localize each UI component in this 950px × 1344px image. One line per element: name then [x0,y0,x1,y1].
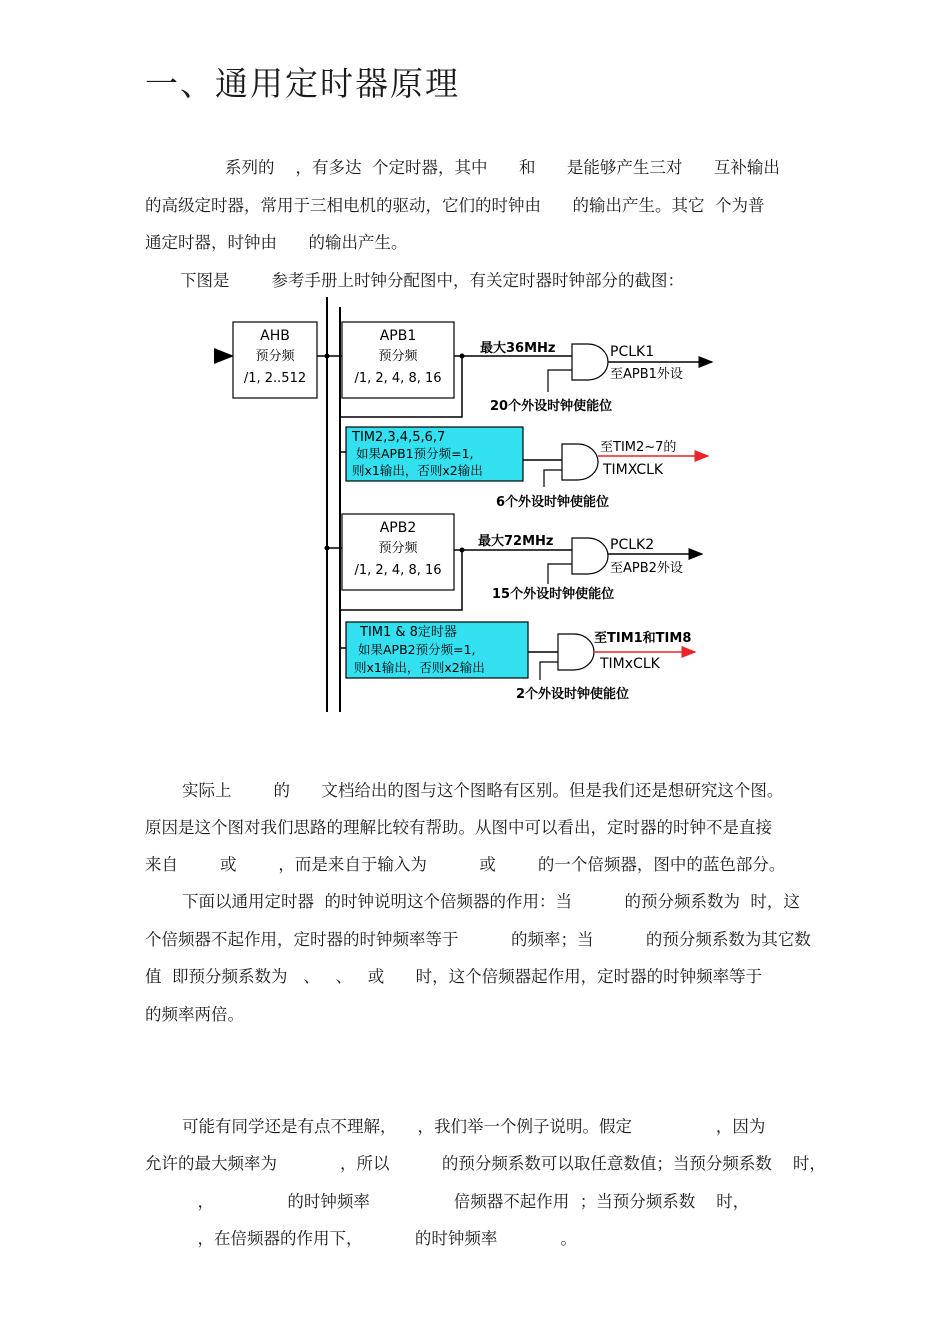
figure-intro: 下图是 参考手册上时钟分配图中，有关定时器时钟部分的截图： [180,271,684,290]
tim1-clk: TIMxCLK [600,656,660,672]
text-line: 原因是这个图对我们思路的理解比较有帮助。从图中可以看出，定时器的时钟不是直接 [145,818,772,837]
text-line: 允许的最大频率为 ，所以 的预分频系数可以取任意数值；当预分频系数 时， [145,1154,826,1173]
pclk1-dest: 至APB1外设 [610,367,683,382]
text-line: 可能有同学还是有点不理解， ，我们举一个例子说明。假定 ，因为 [182,1117,766,1136]
text-line: 的高级定时器，常用于三相电机的驱动，它们的时钟由 的输出产生。其它 个为普 [145,196,765,215]
apb1-range: /1, 2, 4, 8, 16 [354,371,442,386]
tim2-box-line: 则x1输出，否则x2输出 [352,463,483,478]
tim1-enable: 2个外设时钟使能位 [516,687,630,702]
apb2-enable: 15个外设时钟使能位 [492,587,615,602]
tim2-dest: 至TIM2~7的 [600,440,677,455]
text-line: 值 即预分频系数为 、 、 或 时，这个倍频器起作用，定时器的时钟频率等于 [145,967,763,986]
tim2-box-line: 如果APB1预分频=1, [356,446,474,461]
apb2-max: 最大72MHz [478,534,554,549]
ahb-prescaler-box [233,322,317,398]
tim1-box-line: TIM1 & 8定时器 [360,625,457,640]
tim2-7-multiplier-box [346,427,523,481]
ahb-range: /1, 2..512 [243,371,307,386]
pclk2-dest: 至APB2外设 [610,561,683,576]
text-line: ，在倍频器的作用下， 的时钟频率 。 [145,1229,577,1248]
ahb-label: AHB [260,328,290,344]
section-title: 一、通用定时器原理 [145,64,460,103]
apb2-sub: 预分频 [378,541,418,556]
text-line: 通定时器，时钟由 的输出产生。 [145,233,408,252]
text-line: ， 的时钟频率 倍频器不起作用 ；当预分频系数 时， [145,1192,750,1211]
apb1-enable: 20个外设时钟使能位 [490,399,613,414]
pclk1-label: PCLK1 [610,344,655,360]
apb1-prescaler-box [342,322,454,398]
tim2-box-line: TIM2,3,4,5,6,7 [352,430,446,445]
tim1-box-line: 则x1输出，否则x2输出 [354,660,485,675]
apb2-range: /1, 2, 4, 8, 16 [354,563,442,578]
tim2-clk: TIMXCLK [603,462,664,478]
text-line: 的频率两倍。 [145,1005,244,1024]
and-gate [572,344,608,380]
text-line: 来自 或 ，而是来自于输入为 或 的一个倍频器，图中的蓝色部分。 [145,855,786,874]
apb2-prescaler-box [342,514,454,590]
and-gate [562,444,598,480]
apb1-max: 最大36MHz [480,341,556,356]
apb2-label: APB2 [379,520,417,536]
tim1-box-line: 如果APB2预分频=1, [358,642,476,657]
pclk2-label: PCLK2 [610,537,655,553]
tim1-dest: 至TIM1和TIM8 [594,631,692,646]
text-line: 系列的 ，有多达 个定时器，其中 和 是能够产生三对 互补输出 [225,158,780,177]
apb1-sub: 预分频 [378,349,418,364]
text-line: 个倍频器不起作用，定时器的时钟频率等于 的频率；当 的预分频系数为其它数 [145,930,811,949]
text-line: 下面以通用定时器 的时钟说明这个倍频器的作用：当 的预分频系数为 时，这 [182,892,800,911]
and-gate [558,634,594,670]
tim1-8-multiplier-box [346,622,528,678]
and-gate [572,538,608,574]
timer-clock-diagram [200,292,760,722]
apb1-label: APB1 [379,328,417,344]
ahb-sub: 预分频 [255,349,295,364]
text-line: 实际上 的 文档给出的图与这个图略有区别。但是我们还是想研究这个图。 [182,781,784,800]
tim2-enable: 6个外设时钟使能位 [496,495,610,510]
